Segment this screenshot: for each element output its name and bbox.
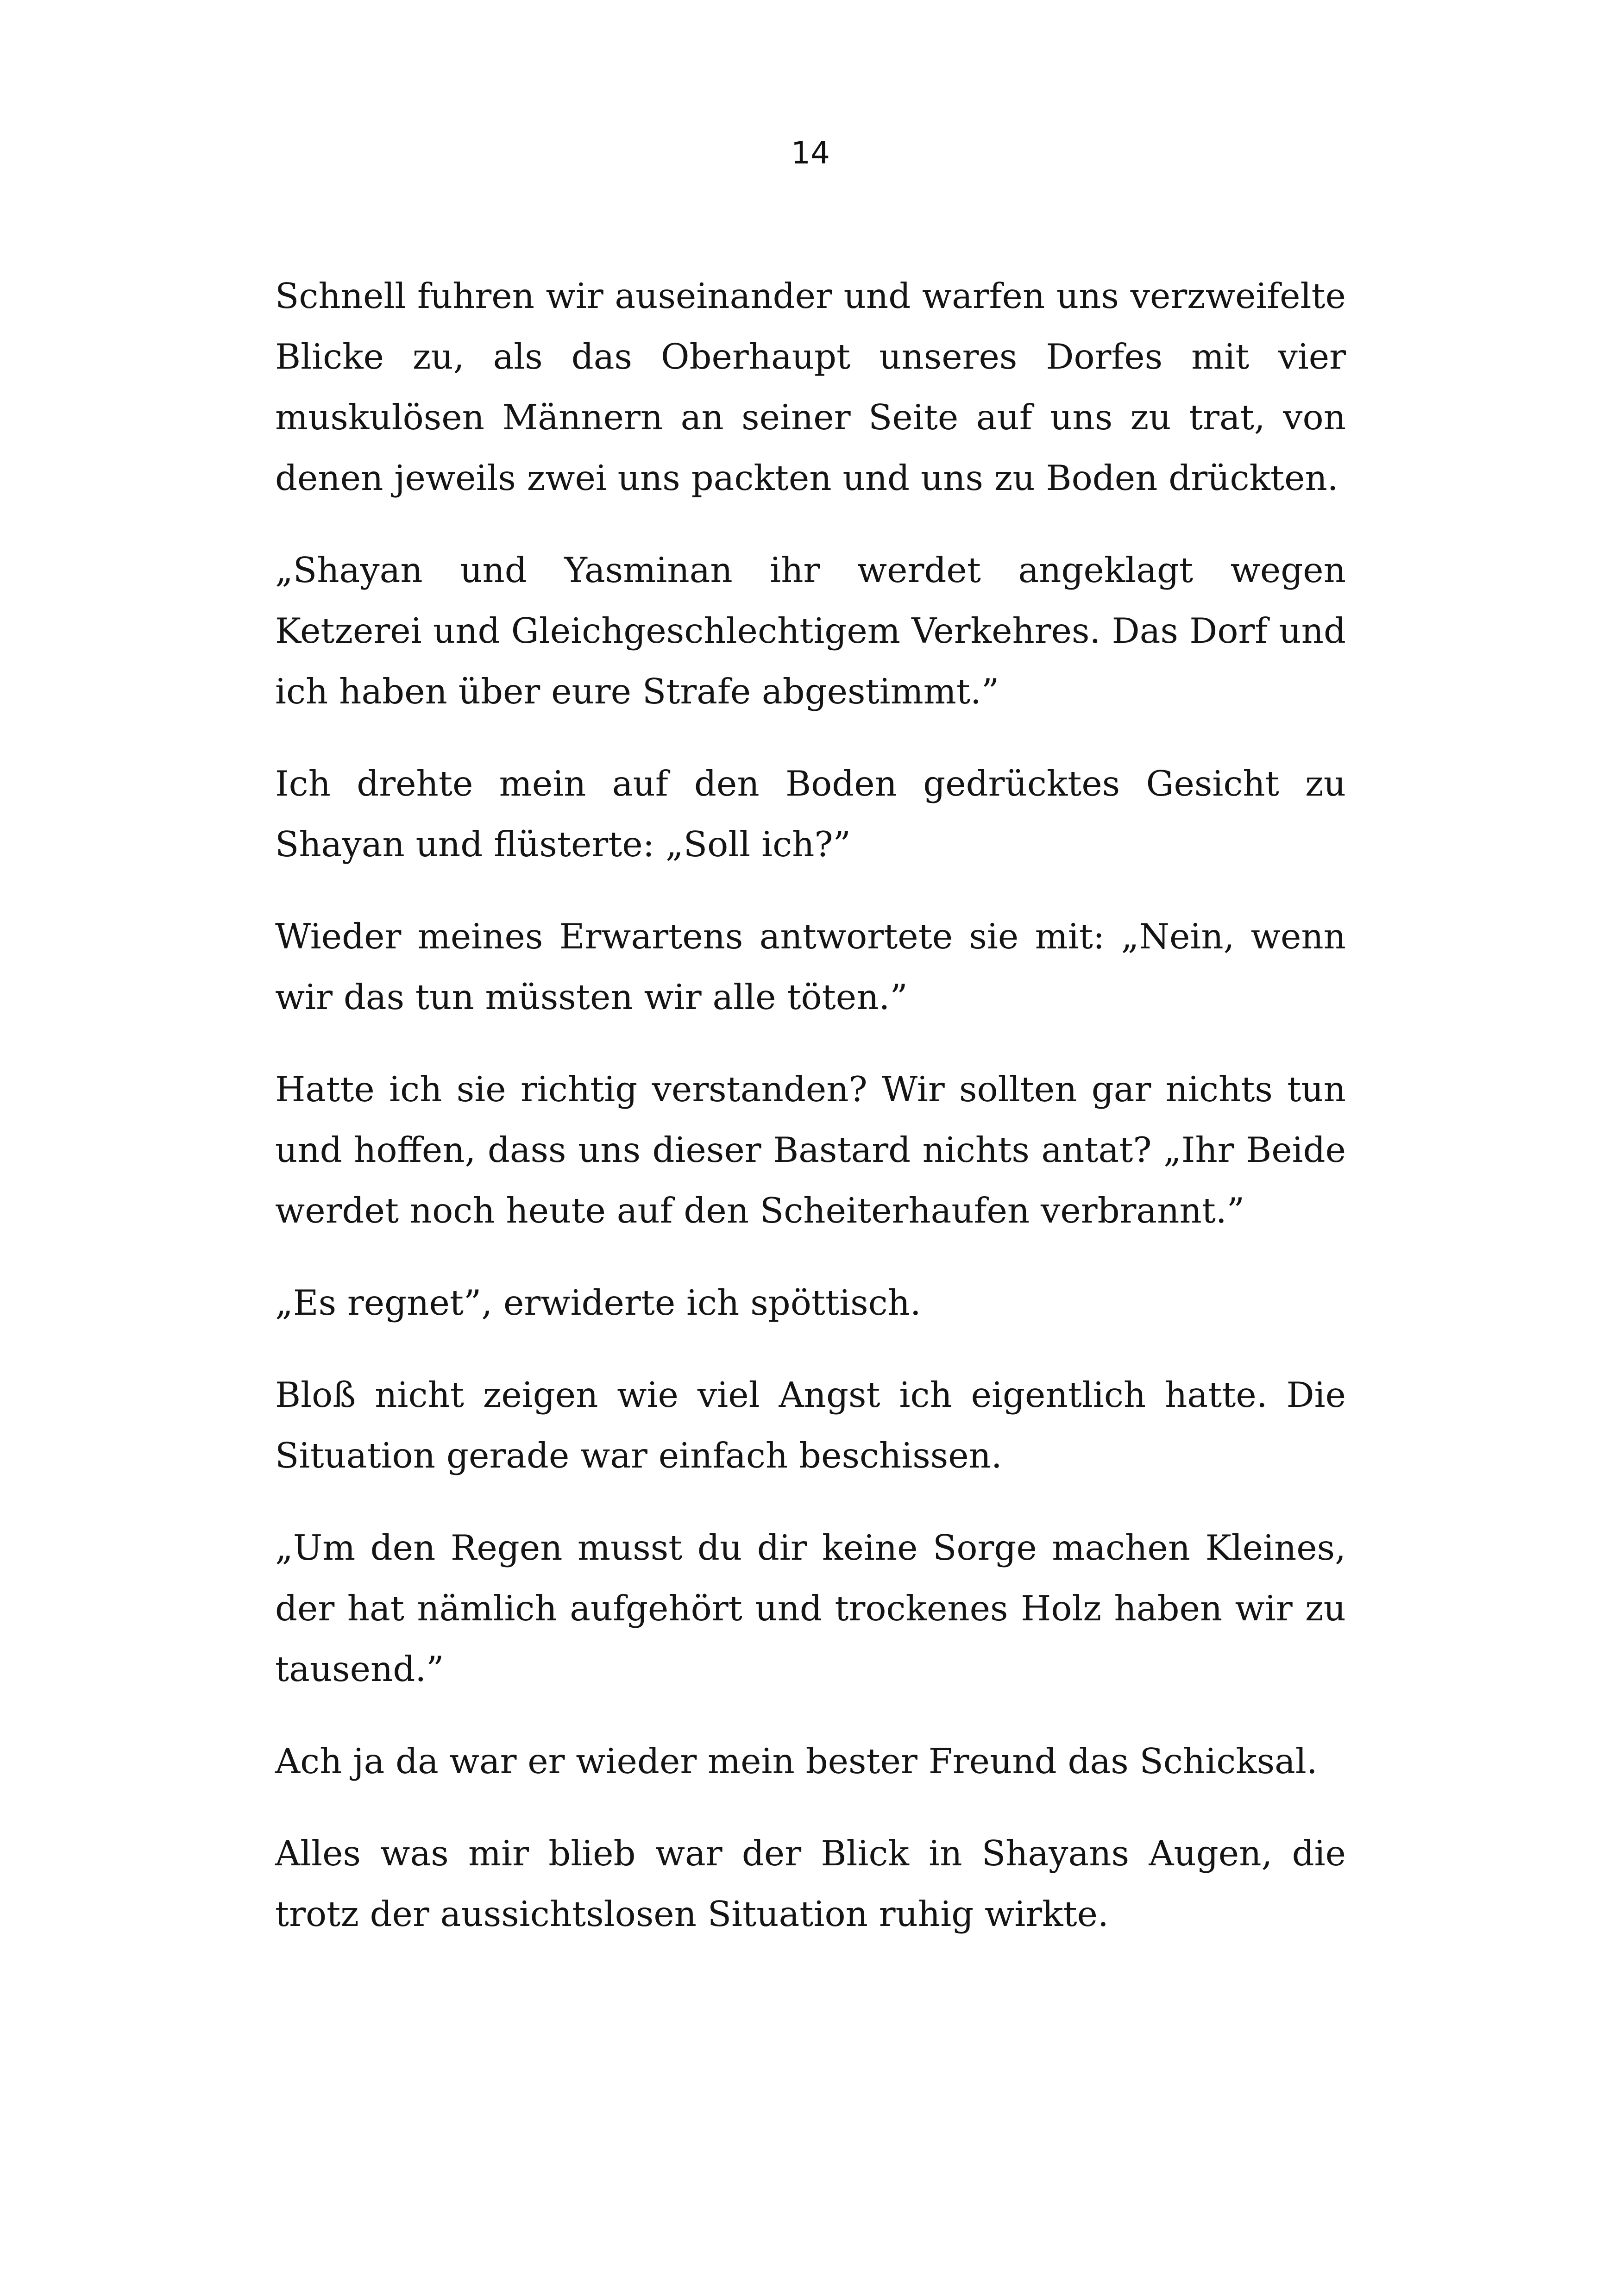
paragraph: Ich drehte mein auf den Boden gedrücktes Gesicht zu Shayan und flüsterte: „Soll ich?” [275,763,1346,865]
paragraph: „Shayan und Yasminan ihr werdet angeklagt wegen Ketzerei und Gleichgeschlechtigem Verkehres. Das Dorf und ich haben über eure Strafe abgestimmt.” [275,550,1346,712]
paragraph: Bloß nicht zeigen wie viel Angst ich eigentlich hatte. Die Situation gerade war einfach beschissen. [275,1374,1346,1476]
paragraph: Ach ja da war er wieder mein bester Freund das Schicksal. [275,1741,1318,1782]
paragraph: „Um den Regen musst du dir keine Sorge machen Kleines, der hat nämlich aufgehört und trockenes Holz haben wir zu tausend.” [275,1527,1346,1689]
paragraph: Hatte ich sie richtig verstanden? Wir sollten gar nichts tun und hoffen, dass uns dieser Bastard nichts antat? „Ihr Beide werdet noch heute auf den Scheiterhaufen verbrannt.” [275,1069,1346,1231]
body-text [275,266,1346,1976]
paragraph: Alles was mir blieb war der Blick in Shayans Augen, die trotz der aussichtslosen Situation ruhig wirkte. [275,1833,1346,1934]
paragraph: Wieder meines Erwartens antwortete sie mit: „Nein, wenn wir das tun müssten wir alle töten.” [275,916,1346,1017]
paragraph: Schnell fuhren wir auseinander und warfen uns verzweifelte Blicke zu, als das Oberhaupt unseres Dorfes mit vier muskulösen Männern an seiner Seite auf uns zu trat, von denen jeweils zwei uns packten und uns zu Boden drückten. [275,276,1346,498]
page-number: 14 [791,135,830,171]
paragraph: „Es regnet”, erwiderte ich spöttisch. [275,1282,921,1323]
